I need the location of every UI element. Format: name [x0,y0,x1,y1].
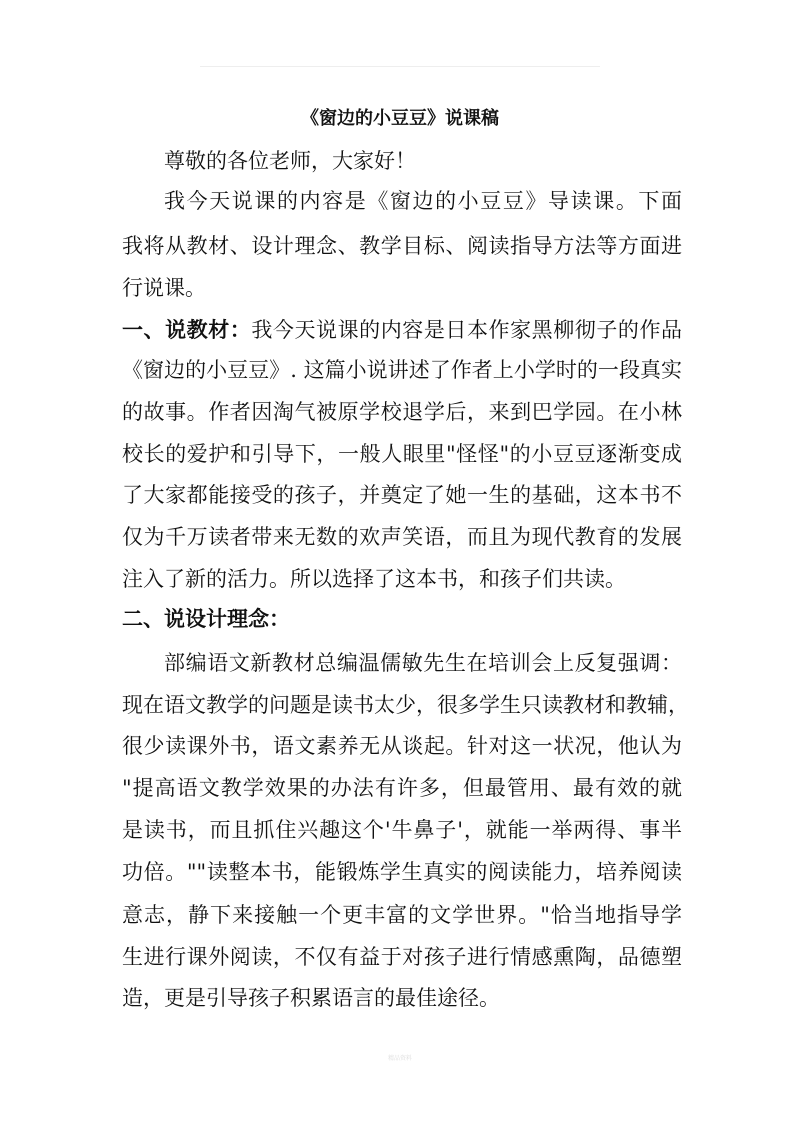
section2-line: 现在语文教学的问题是读书太少，很多学生只读教材和教辅， [122,693,689,717]
footer-watermark: 精品资料 [387,1055,412,1062]
section1-line: 仅为千万读者带来无数的欢声笑语，而且为现代教育的发展 [122,525,682,549]
intro-line: 我将从教材、设计理念、教学目标、阅读指导方法等方面进 [122,234,682,258]
section2-line: 生进行课外阅读，不仅有益于对孩子进行情感熏陶，品德塑 [122,945,682,969]
section2-line: "提高语文教学效果的办法有许多，但最管用、最有效的就 [122,776,682,800]
section1-line: 注入了新的活力。所以选择了这本书，和孩子们共读。 [122,567,626,591]
section1-heading: 一、说教材： [122,317,252,342]
section2-line: 意志，静下来接触一个更丰富的文学世界。"恰当地指导学 [122,903,682,927]
section2-line: 是读书，而且抓住兴趣这个'牛鼻子'，就能一举两得、事半 [122,818,682,842]
header-rule [200,66,600,67]
section1-first-line [122,312,682,348]
section2-line: 功倍。""读整本书，能锻炼学生真实的阅读能力，培养阅读 [122,860,682,884]
intro-line: 行说课。 [122,276,206,300]
section2-heading: 二、说设计理念： [122,606,290,631]
page-title: 《窗边的小豆豆》说课稿 [301,108,499,129]
section2-line: 造，更是引导孩子积累语言的最佳途径。 [122,986,500,1010]
section2-line: 部编语文新教材总编温儒敏先生在培训会上反复强调： [164,651,682,675]
section1-line: 的故事。作者因淘气被原学校退学后，来到巴学园。在小林 [122,400,682,424]
section1-line: 我今天说课的内容是日本作家黑柳彻子的作品 [251,318,683,342]
section1-line: 校长的爱护和引导下，一般人眼里"怪怪"的小豆豆逐渐变成 [122,442,682,466]
section1-line: 《窗边的小豆豆》. 这篇小说讲述了作者上小学时的一段真实 [122,358,682,382]
intro-line: 我今天说课的内容是《窗边的小豆豆》导读课。下面 [164,189,682,213]
greeting: 尊敬的各位老师，大家好！ [164,149,416,173]
section1-line: 了大家都能接受的孩子，并奠定了她一生的基础，这本书不 [122,483,682,507]
section2-line: 很少读课外书，语文素养无从谈起。针对这一状况，他认为 [122,734,682,758]
